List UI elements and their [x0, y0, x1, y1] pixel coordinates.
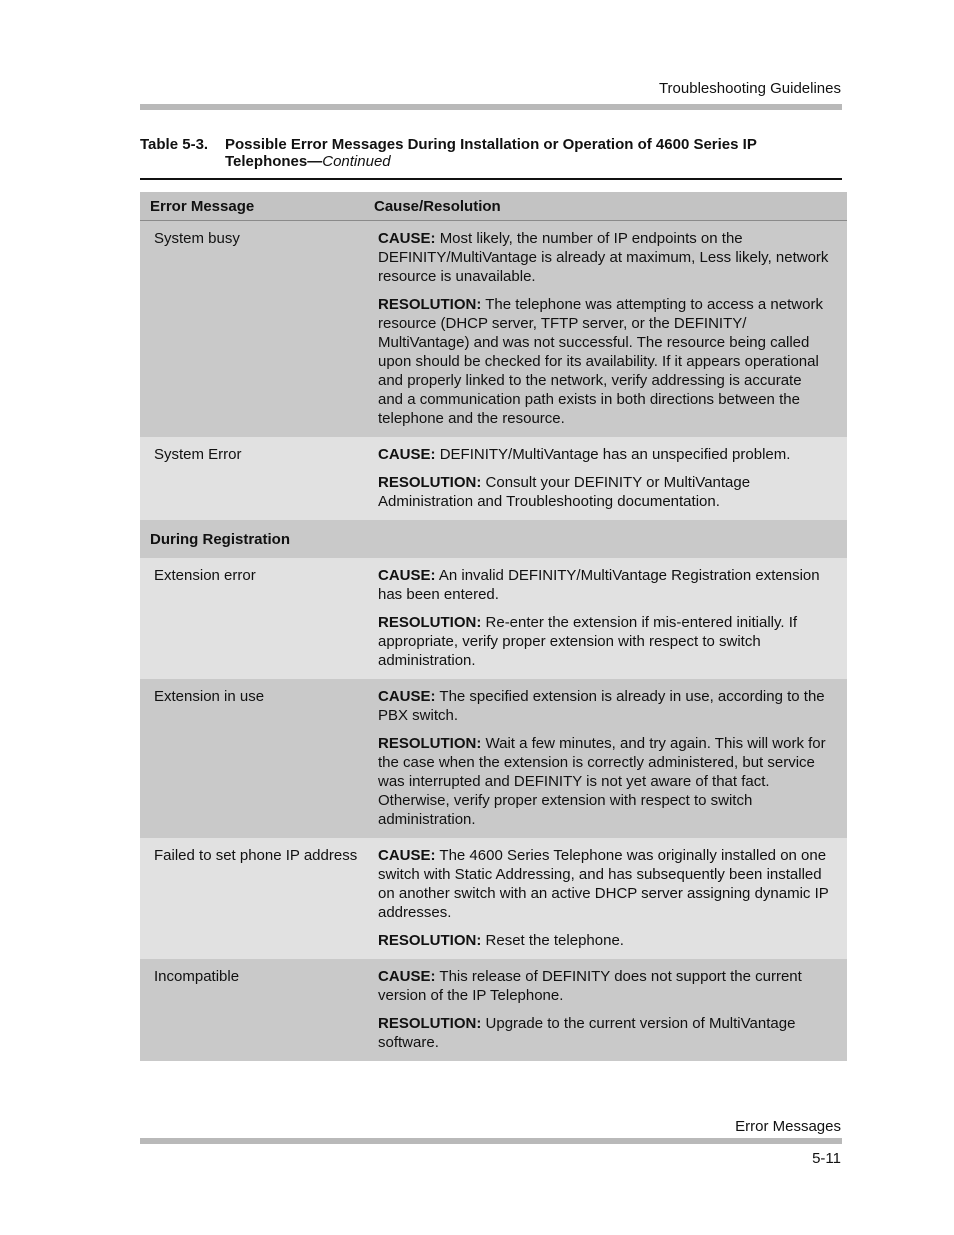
cause-text: This release of DEFINITY does not support the current version of the IP Telephone.: [378, 968, 802, 1004]
cause-resolution: [368, 687, 830, 829]
error-message: Extension in use: [154, 688, 265, 705]
cause-label: CAUSE:: [378, 847, 436, 864]
cause-text: The specified extension is already in use, according to the PBX switch.: [378, 688, 825, 724]
resolution-label: RESOLUTION:: [378, 296, 482, 313]
resolution-text: Reset the telephone.: [485, 932, 624, 949]
error-message: Incompatible: [154, 968, 240, 985]
error-message: System busy: [154, 230, 240, 247]
cause-resolution: [368, 445, 830, 511]
column-header-error-message: Error Message: [150, 197, 255, 215]
error-messages-table: [140, 192, 847, 1061]
cause-label: CAUSE:: [378, 688, 436, 705]
cause-text: DEFINITY/MultiVantage has an unspecified problem.: [439, 446, 791, 463]
resolution-label: RESOLUTION:: [378, 474, 482, 491]
resolution-label: RESOLUTION:: [378, 735, 482, 752]
resolution-text: Upgrade to the current version of MultiVantage software.: [378, 1015, 796, 1051]
error-message: Failed to set phone IP address: [154, 847, 358, 864]
resolution-label: RESOLUTION:: [378, 932, 482, 949]
header-rule: [140, 104, 842, 110]
page-number: 5-11: [812, 1150, 841, 1167]
running-footer: Error Messages: [735, 1118, 841, 1135]
cause-resolution: [368, 967, 830, 1052]
resolution-text: Re-enter the extension if mis-entered initially. If appropriate, verify proper extension with respect to switch administration.: [378, 614, 798, 669]
column-header-cause-resolution: Cause/Resolution: [374, 197, 501, 215]
continued-label: Continued: [322, 153, 391, 170]
resolution-text: Wait a few minutes, and try again. This will work for the case when the extension is correctly administered, but service was interrupted and DEFINITY is not yet aware of that fact. Otherwise, verify proper extension with respect to switch administration.: [378, 735, 826, 828]
cause-text: The 4600 Series Telephone was originally installed on one switch with Static Addressing, and has subsequently been installed on another switch with an active DHCP server assigning dynamic IP addresses.: [378, 847, 829, 921]
cause-resolution: [368, 229, 830, 428]
cause-label: CAUSE:: [378, 446, 436, 463]
cause-label: CAUSE:: [378, 968, 436, 985]
resolution-label: RESOLUTION:: [378, 1015, 482, 1032]
footer-rule: [140, 1138, 842, 1144]
table-header: [140, 192, 847, 221]
cause-label: CAUSE:: [378, 230, 436, 247]
error-message: System Error: [154, 446, 242, 463]
cause-resolution: [368, 566, 830, 670]
table-number: Table 5-3.: [140, 136, 209, 153]
error-message: Extension error: [154, 567, 256, 584]
table-row: [140, 437, 847, 520]
section-header-during-registration: During Registration: [140, 520, 847, 558]
cause-resolution: [368, 846, 830, 950]
table-row: [140, 838, 847, 959]
table-row: [140, 221, 847, 437]
resolution-text: Consult your DEFINITY or MultiVantage Administration and Troubleshooting documentation.: [378, 474, 751, 510]
resolution-label: RESOLUTION:: [378, 614, 482, 631]
running-header: Troubleshooting Guidelines: [658, 80, 841, 97]
resolution-text: The telephone was attempting to access a network resource (DHCP server, TFTP server, or the DEFINITY/ MultiVantage) and was not successful. The resource being called upon should be checked for its availability. If it appears operational and properly linked to the network, verify addressing is accurate and a communication path exists in both directions between the telephone and the resource.: [378, 296, 823, 427]
cause-label: CAUSE:: [378, 567, 436, 584]
cause-text: Most likely, the number of IP endpoints on the DEFINITY/MultiVantage is already at maximum, Less likely, network resource is unavailable.: [378, 230, 829, 285]
table-row: [140, 959, 847, 1061]
table-title: Possible Error Messages During Installation or Operation of 4600 Series IP Telephones—: [225, 136, 757, 170]
table-row: [140, 558, 847, 679]
caption-rule: [140, 178, 842, 180]
cause-text: An invalid DEFINITY/MultiVantage Registration extension has been entered.: [378, 567, 820, 603]
table-row: [140, 679, 847, 838]
table-caption: [140, 136, 842, 170]
